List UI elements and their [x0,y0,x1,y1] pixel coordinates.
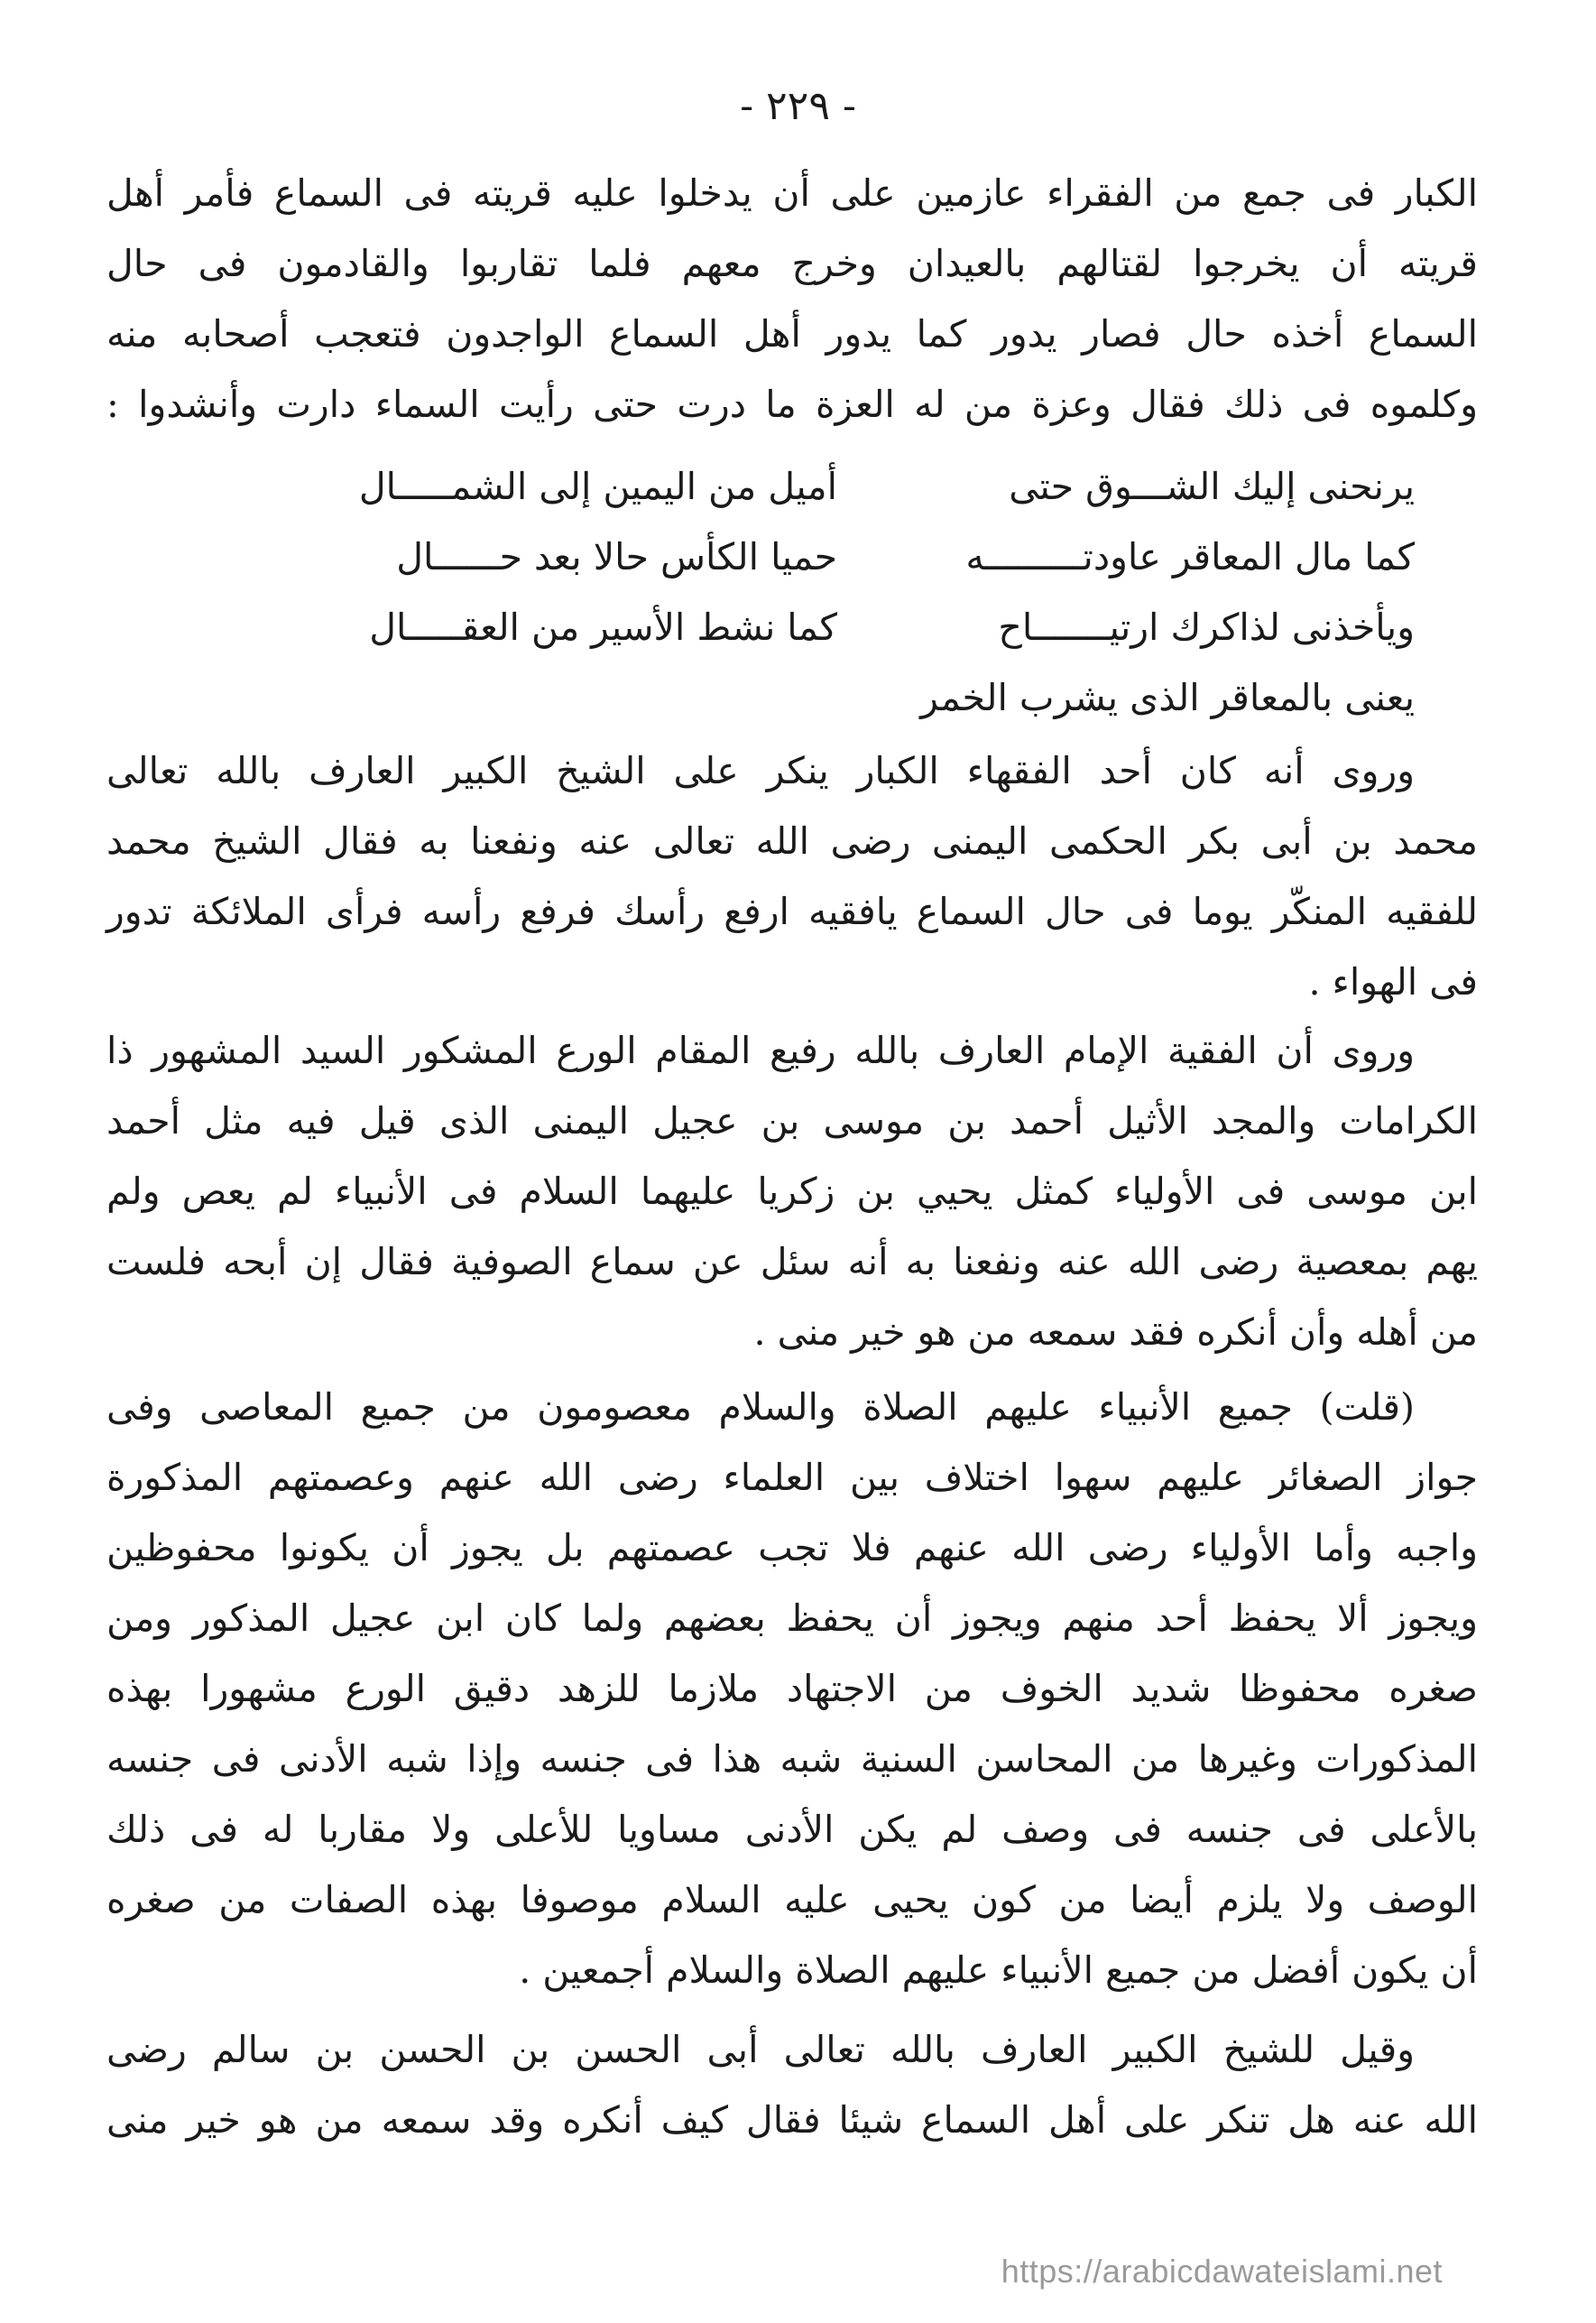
text-line: أن يكون أفضل من جميع الأنبياء عليهم الصلاة والسلام أجمعين . [519,1948,1478,1992]
text-line: ابن موسى فى الأولياء كمثل يحيي بن زكريا عليهما السلام فى الأنبياء لم يعص ولم [106,1170,1478,1213]
verse-second-hemistich: أميل من اليمين إلى الشمـــــال [358,465,837,508]
paragraph-2 [106,736,1478,1017]
text-line: صغره محفوظا شديد الخوف من الاجتهاد ملازما للزهد دقيق الورع مشهورا بهذه [106,1667,1478,1710]
text-line: فى الهواء . [1308,960,1478,1004]
verse-first-hemistich: كما مال المعاقر عاودتـــــــــه [965,535,1415,578]
text-line: وروى أن الفقية الإمام العارف بالله رفيع المقام الورع المشكور السيد المشهور ذا [106,1029,1415,1072]
verse-row [106,522,1478,592]
page-number: - ٢٢٩ - [740,83,856,129]
text-line: وروى أنه كان أحد الفقهاء الكبار ينكر على الشيخ الكبير العارف بالله تعالى [106,749,1415,792]
verse-first-hemistich: يرنحنى إليك الشـــوق حتى [1009,465,1415,508]
verse-row [106,592,1478,662]
verse-note-text: يعنى بالمعاقر الذى يشرب الخمر [920,676,1415,719]
text-line: المذكورات وغيرها من المحاسن السنية شبه هذا فى جنسه وإذا شبه الأدنى فى جنسه [106,1737,1478,1781]
verse-second-hemistich: حميا الكأس حالا بعد حــــــال [396,535,837,578]
paragraph-3 [106,1015,1478,1367]
text-line: من أهله وأن أنكره فقد سمعه من هو خير منى . [753,1310,1478,1354]
text-line: الكرامات والمجد الأثيل أحمد بن موسى بن عجيل اليمنى الذى قيل فيه مثل أحمد [106,1099,1478,1143]
text-line: محمد بن أبى بكر الحكمى اليمنى رضى الله تعالى عنه ونفعنا به فقال الشيخ محمد [106,819,1478,863]
poem-verses [106,451,1478,733]
verse-second-hemistich: كما نشط الأسير من العقـــــال [369,606,837,649]
watermark-url: https://arabicdawateislami.net [1001,2253,1443,2290]
text-line: جواز الصغائر عليهم سهوا اختلاف بين العلماء رضى الله عنهم وعصمتهم المذكورة [106,1456,1478,1499]
text-line: وقيل للشيخ الكبير العارف بالله تعالى أبى الحسن بن الحسن بن سالم رضى [106,2028,1415,2071]
text-line: السماع أخذه حال فصار يدور كما يدور أهل السماع الواجدون فتعجب أصحابه منه [106,312,1478,356]
text-line: ويجوز ألا يحفظ أحد منهم ويجوز أن يحفظ بعضهم ولما كان ابن عجيل المذكور ومن [106,1596,1478,1640]
text-line: (قلت) جميع الأنبياء عليهم الصلاة والسلام معصومون من جميع المعاصى وفى [106,1385,1415,1429]
text-line: الوصف ولا يلزم أيضا من كون يحيى عليه السلام موصوفا بهذه الصفات من صغره [106,1878,1478,1921]
text-line: الكبار فى جمع من الفقراء عازمين على أن يدخلوا عليه قريته فى السماع فأمر أهل [106,171,1478,215]
verse-note [106,662,1478,733]
paragraph-5 [106,2014,1478,2155]
text-line: بالأعلى فى جنسه فى وصف لم يكن الأدنى مساويا للأعلى ولا مقاربا له فى ذلك [106,1808,1478,1851]
text-line: واجبه وأما الأولياء رضى الله عنهم فلا تجب عصمتهم بل يجوز أن يكونوا محفوظين [106,1526,1478,1569]
verse-first-hemistich: ويأخذنى لذاكرك ارتيـــــــاح [998,606,1415,649]
text-line: وكلموه فى ذلك فقال وعزة من له العزة ما درت حتى رأيت السماء دارت وأنشدوا : [106,383,1478,426]
text-line: قريته أن يخرجوا لقتالهم بالعيدان وخرج معهم فلما تقاربوا والقادمون فى حال [106,242,1478,285]
verse-row [106,451,1478,522]
text-line: الله عنه هل تنكر على أهل السماع شيئا فقال كيف أنكره وقد سمعه من هو خير منى [106,2098,1478,2142]
paragraph-4 [106,1372,1478,2005]
text-line: للفقيه المنكّر يوما فى حال السماع يافقيه ارفع رأسك فرفع رأسه فرأى الملائكة تدور [106,890,1478,933]
text-line: يهم بمعصية رضى الله عنه ونفعنا به أنه سئل عن سماع الصوفية فقال إن أبحه فلست [106,1240,1478,1283]
paragraph-1 [106,158,1478,440]
